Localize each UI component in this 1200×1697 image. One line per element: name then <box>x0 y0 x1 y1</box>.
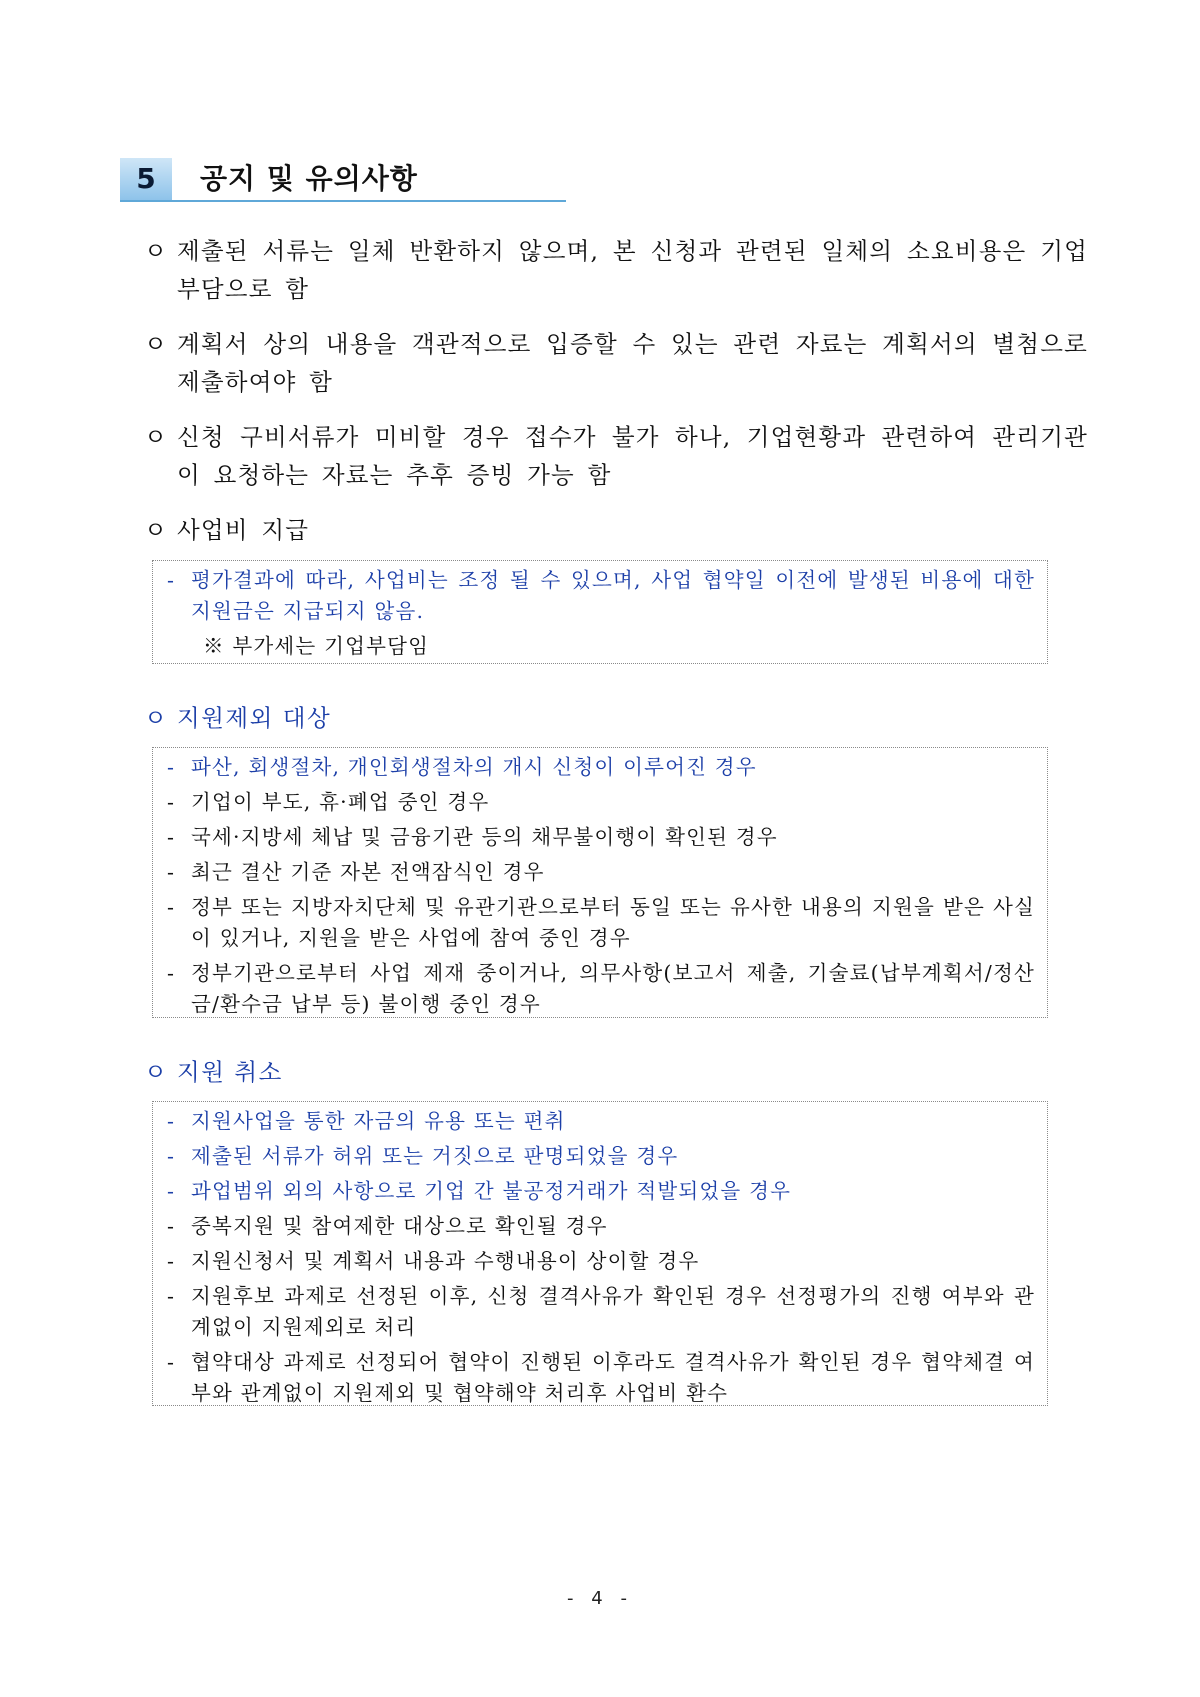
list-item-text: 협약대상 과제로 선정되어 협약이 진행된 이후라도 결격사유가 확인된 경우 협약체결 여부와 관계없이 지원제외 및 협약해약 처리후 사업비 환수 <box>191 1350 1035 1405</box>
list-item <box>165 1281 1035 1343</box>
notice-paragraph-2 <box>144 325 1088 401</box>
dash-icon: - <box>167 790 176 814</box>
dash-icon: - <box>167 1109 176 1133</box>
list-item <box>165 1176 1035 1207</box>
list-item-text: 지원후보 과제로 선정된 이후, 신청 결격사유가 확인된 경우 선정평가의 진행 여부와 관계없이 지원제외로 처리 <box>191 1284 1035 1339</box>
dash-icon: - <box>167 568 176 592</box>
list-item-text: 파산, 회생절차, 개인회생절차의 개시 신청이 이루어진 경우 <box>191 755 757 779</box>
section-header <box>120 158 566 202</box>
list-item-text: 제출된 서류가 허위 또는 거짓으로 판명되었을 경우 <box>191 1144 679 1168</box>
list-item-text: 국세·지방세 체납 및 금융기관 등의 채무불이행이 확인된 경우 <box>191 825 778 849</box>
list-item <box>165 752 1035 783</box>
bullet-icon: ㅇ <box>144 704 169 732</box>
dash-icon: - <box>167 1350 176 1374</box>
list-item-text: 지원신청서 및 계획서 내용과 수행내용이 상이할 경우 <box>191 1249 700 1273</box>
dash-icon: - <box>167 1284 176 1308</box>
dash-icon: - <box>167 1179 176 1203</box>
list-item <box>165 857 1035 888</box>
list-item-text: 정부기관으로부터 사업 제재 중이거나, 의무사항(보고서 제출, 기술료(납부계획서/정산금/환수금 납부 등) 불이행 중인 경우 <box>191 961 1035 1016</box>
list-item <box>165 787 1035 818</box>
list-item <box>165 565 1035 627</box>
paragraph-text: 신청 구비서류가 미비할 경우 접수가 불가 하나, 기업현황과 관련하여 관리기관이 요청하는 자료는 추후 증빙 가능 함 <box>177 423 1088 489</box>
subheading-text: 지원제외 대상 <box>177 704 332 732</box>
cancellation-heading <box>144 1054 283 1090</box>
dash-icon: - <box>167 860 176 884</box>
notice-paragraph-4 <box>144 511 1088 549</box>
bullet-icon: ㅇ <box>144 423 167 451</box>
list-item <box>165 892 1035 954</box>
exclusion-box <box>152 747 1048 1018</box>
notice-paragraph-3 <box>144 418 1088 494</box>
bullet-icon: ㅇ <box>144 516 167 544</box>
paragraph-text: 계획서 상의 내용을 객관적으로 입증할 수 있는 관련 자료는 계획서의 별첨으로 제출하여야 함 <box>177 330 1088 396</box>
list-item <box>165 1347 1035 1409</box>
list-item <box>165 822 1035 853</box>
list-item <box>165 1141 1035 1172</box>
list-item-text: 중복지원 및 참여제한 대상으로 확인될 경우 <box>191 1214 608 1238</box>
list-item-text: 정부 또는 지방자치단체 및 유관기관으로부터 동일 또는 유사한 내용의 지원을 받은 사실이 있거나, 지원을 받은 사업에 참여 중인 경우 <box>191 895 1035 950</box>
list-item-text: 지원사업을 통한 자금의 유용 또는 편취 <box>191 1109 566 1133</box>
bullet-icon: ㅇ <box>144 330 167 358</box>
note-item: ※ 부가세는 기업부담임 <box>203 634 430 658</box>
list-item-text: 과업범위 외의 사항으로 기업 간 불공정거래가 적발되었을 경우 <box>191 1179 792 1203</box>
list-item <box>165 1246 1035 1277</box>
section-title: 공지 및 유의사항 <box>200 162 418 195</box>
list-item <box>165 1106 1035 1137</box>
dash-icon: - <box>167 825 176 849</box>
subheading-text: 지원 취소 <box>177 1058 283 1086</box>
dash-icon: - <box>167 1249 176 1273</box>
cancellation-box <box>152 1101 1048 1406</box>
list-item-text: 기업이 부도, 휴·폐업 중인 경우 <box>191 790 490 814</box>
dash-icon: - <box>167 755 176 779</box>
bullet-icon: ㅇ <box>144 237 167 265</box>
notice-paragraph-1 <box>144 232 1088 308</box>
list-item <box>165 1211 1035 1242</box>
list-item-text: 평가결과에 따라, 사업비는 조정 될 수 있으며, 사업 협약일 이전에 발생된 비용에 대한 지원금은 지급되지 않음. <box>191 568 1035 623</box>
page-number: - 4 - <box>567 1588 633 1609</box>
dash-icon: - <box>167 961 176 985</box>
payment-box <box>152 560 1048 664</box>
dash-icon: - <box>167 1144 176 1168</box>
paragraph-text: 사업비 지급 <box>177 516 310 544</box>
bullet-icon: ㅇ <box>144 1058 169 1086</box>
list-item-text: 최근 결산 기준 자본 전액잠식인 경우 <box>191 860 545 884</box>
list-item <box>165 958 1035 1020</box>
dash-icon: - <box>167 1214 176 1238</box>
dash-icon: - <box>167 895 176 919</box>
paragraph-text: 제출된 서류는 일체 반환하지 않으며, 본 신청과 관련된 일체의 소요비용은 기업부담으로 함 <box>177 237 1088 303</box>
section-number: 5 <box>120 158 172 200</box>
exclusion-heading <box>144 700 331 736</box>
